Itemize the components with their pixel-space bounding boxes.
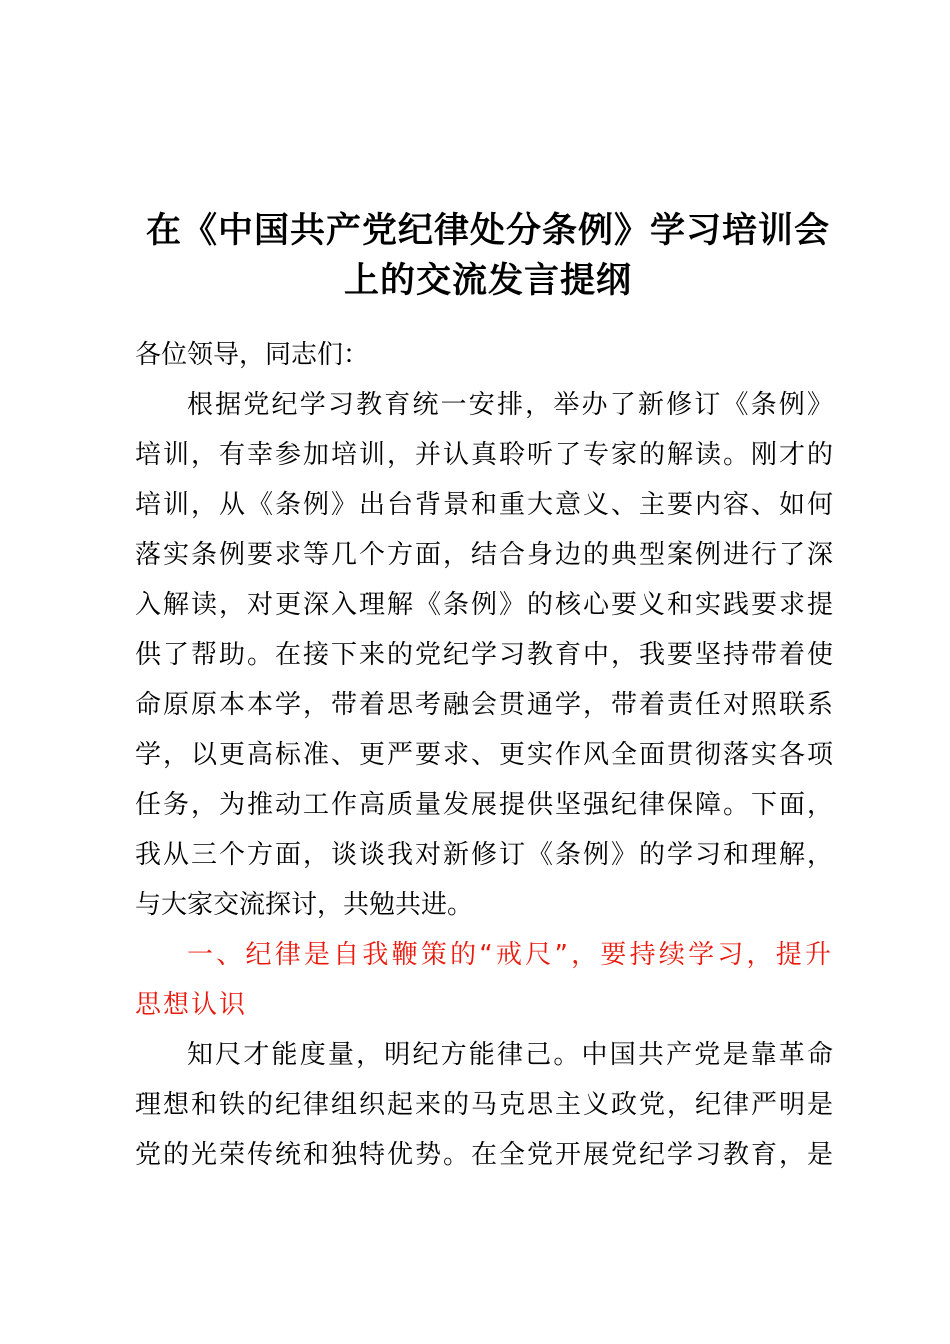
paragraph-1-line: 我从三个方面，谈谈我对新修订《条例》的学习和理解，: [135, 840, 833, 870]
paragraph-2: [135, 1030, 833, 1180]
section-1-heading: [135, 930, 833, 1030]
salutation-block: [135, 330, 833, 380]
paragraph-1-line: 培训，有幸参加培训，并认真聆听了专家的解读。刚才的: [135, 440, 833, 470]
paragraph-1-line: 学，以更高标准、更严要求、更实作风全面贯彻落实各项: [135, 740, 833, 770]
paragraph-1-line: 培训，从《条例》出台背景和重大意义、主要内容、如何: [135, 490, 833, 520]
title-line-2: 上的交流发言提纲: [343, 261, 632, 301]
paragraph-2-line: 党的光荣传统和独特优势。在全党开展党纪学习教育，是: [135, 1140, 833, 1170]
paragraph-1-line: 任务，为推动工作高质量发展提供坚强纪律保障。下面，: [135, 790, 833, 820]
paragraph-1-line: 供了帮助。在接下来的党纪学习教育中，我要坚持带着使: [135, 640, 833, 670]
paragraph-2-line: 理想和铁的纪律组织起来的马克思主义政党，纪律严明是: [135, 1090, 833, 1120]
document-title: [120, 206, 856, 306]
section-1-heading-line: 一、纪律是自我鞭策的“戒尺”，要持续学习，提升: [187, 940, 833, 970]
paragraph-1-line: 入解读，对更深入理解《条例》的核心要义和实践要求提: [135, 590, 833, 620]
section-1-heading-line: 思想认识: [135, 990, 248, 1020]
paragraph-1-line: 命原原本本学，带着思考融会贯通学，带着责任对照联系: [135, 690, 833, 720]
paragraph-1-line: 落实条例要求等几个方面，结合身边的典型案例进行了深: [135, 540, 833, 570]
paragraph-1-line: 与大家交流探讨，共勉共进。: [135, 890, 474, 920]
paragraph-1-line: 根据党纪学习教育统一安排，举办了新修订《条例》: [187, 390, 833, 420]
salutation: 各位领导，同志们：: [135, 340, 370, 370]
paragraph-2-line: 知尺才能度量，明纪方能律己。中国共产党是靠革命: [187, 1040, 833, 1070]
title-line-1: 在《中国共产党纪律处分条例》学习培训会: [145, 211, 830, 251]
paragraph-1: [135, 380, 833, 930]
